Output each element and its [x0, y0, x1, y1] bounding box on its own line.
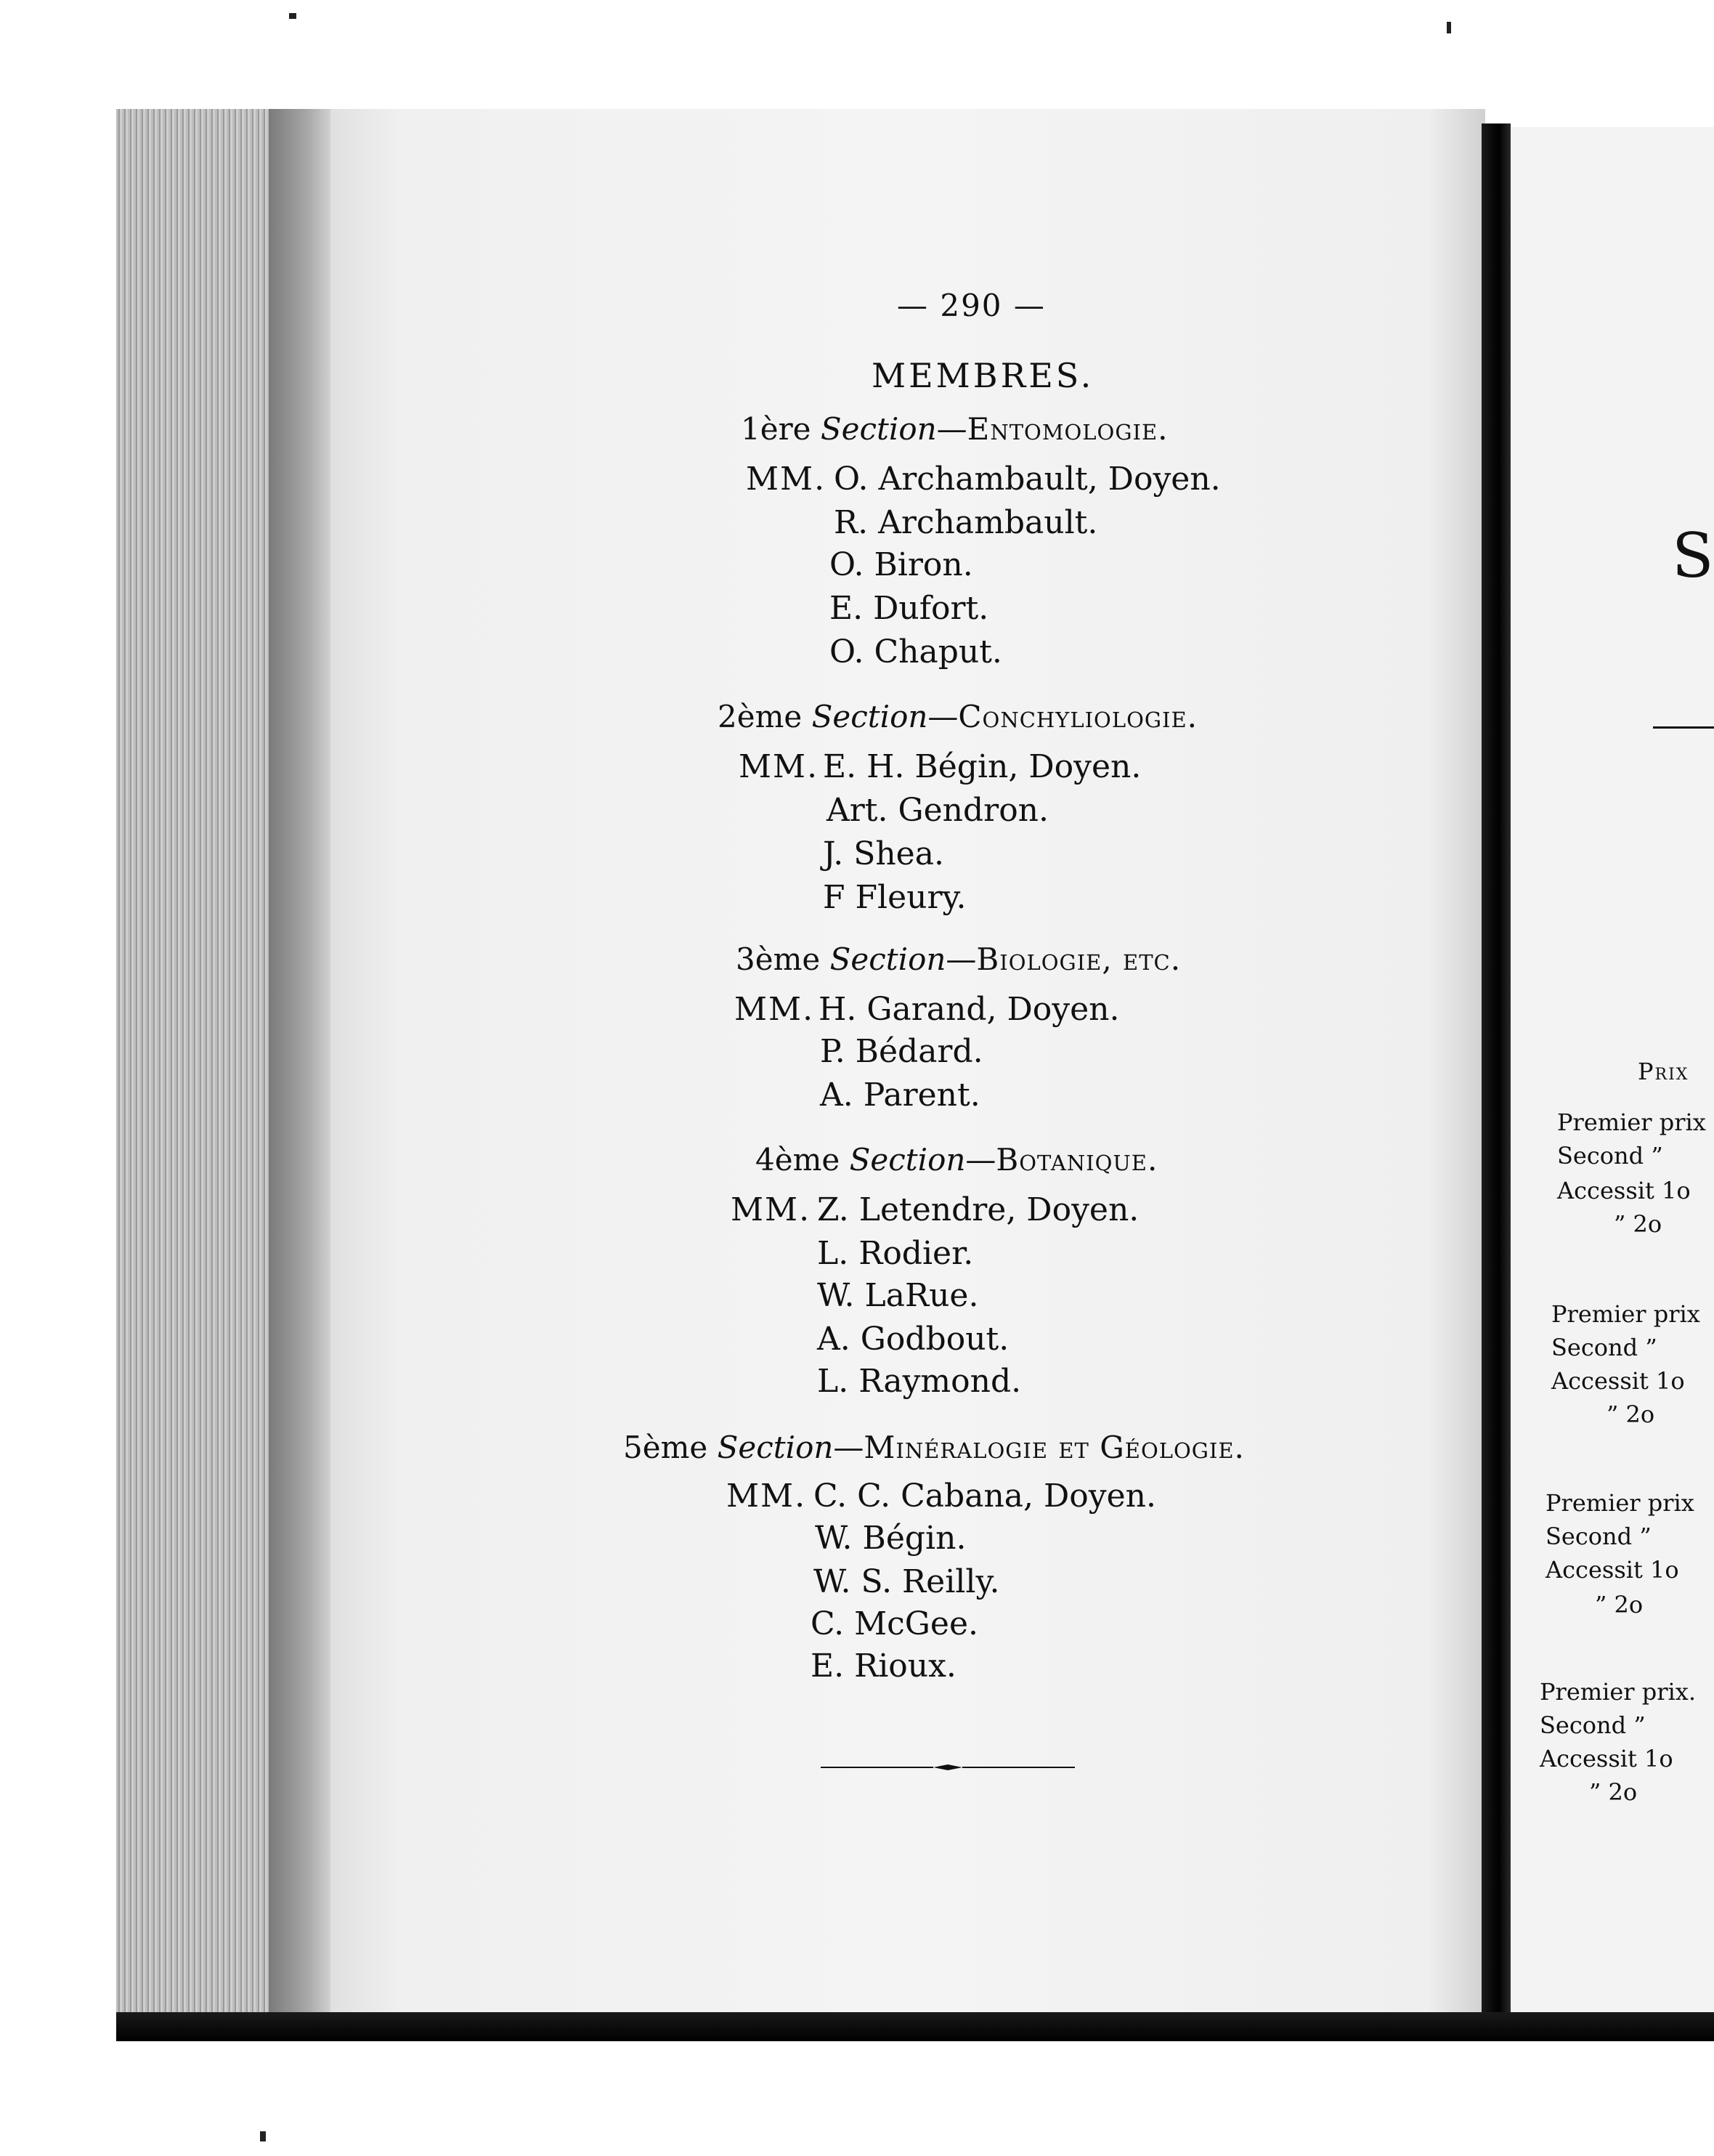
- prize-line: Premier prix: [1551, 1300, 1700, 1328]
- prize-line: Accessit 1o: [1551, 1367, 1685, 1395]
- member-name: R. Archambault.: [834, 504, 1098, 541]
- member-name: C. McGee.: [811, 1605, 978, 1642]
- page-title: MEMBRES.: [872, 356, 1094, 395]
- member-name: Art. Gendron.: [826, 792, 1049, 829]
- end-ornament: [821, 1764, 1075, 1771]
- prize-line: Accessit 1o: [1546, 1556, 1679, 1584]
- section-ordinal: 2ème: [718, 699, 803, 734]
- member-name: L. Raymond.: [817, 1363, 1022, 1400]
- section-word: Section: [849, 1142, 966, 1178]
- member-name: J. Shea.: [823, 835, 944, 872]
- right-page-rule: [1653, 726, 1714, 729]
- right-page-prix-label: Prix: [1638, 1058, 1689, 1085]
- page-number: — 290 —: [897, 288, 1046, 323]
- prize-line: ” 2o: [1614, 1210, 1662, 1238]
- members-prefix: MM.: [726, 1478, 807, 1515]
- section-4-heading: [755, 1142, 1158, 1178]
- prize-line: Premier prix: [1557, 1109, 1706, 1136]
- member-name: E. Dufort.: [829, 590, 989, 627]
- speck: [289, 13, 296, 19]
- section-subject: Entomologie.: [967, 411, 1169, 447]
- gutter-shadow: [269, 109, 334, 2027]
- prize-line: ” 2o: [1607, 1401, 1655, 1428]
- speck: [1447, 22, 1451, 33]
- member-name: W. Bégin.: [815, 1520, 967, 1557]
- speck: [260, 2131, 266, 2141]
- prize-line: Second ”: [1540, 1711, 1646, 1739]
- prize-line: ” 2o: [1589, 1778, 1638, 1806]
- bottom-dark-band: [116, 2012, 1714, 2041]
- prize-line: Second ”: [1546, 1523, 1652, 1550]
- section-subject: Minéralogie et Géologie.: [864, 1430, 1245, 1465]
- member-name: E. H. Bégin, Doyen.: [823, 748, 1142, 785]
- section-ordinal: 1ère: [741, 411, 811, 447]
- member-name: H. Garand, Doyen.: [819, 991, 1120, 1028]
- prize-line: Second ”: [1557, 1142, 1663, 1170]
- section-subject: Botanique.: [996, 1142, 1158, 1178]
- section-dash: —: [965, 1142, 996, 1178]
- member-name: A. Parent.: [820, 1077, 980, 1114]
- section-5-heading: [623, 1430, 1245, 1465]
- member-name: Z. Letendre, Doyen.: [817, 1191, 1140, 1228]
- section-word: Section: [820, 411, 937, 447]
- section-ordinal: 5ème: [623, 1430, 708, 1465]
- section-3-heading: [736, 941, 1181, 977]
- prize-line: Accessit 1o: [1557, 1177, 1691, 1204]
- member-name: O. Biron.: [829, 546, 973, 583]
- section-2-heading: [718, 699, 1198, 734]
- section-1-heading: [741, 411, 1168, 447]
- member-name: P. Bédard.: [820, 1033, 983, 1070]
- section-word: Section: [829, 941, 946, 977]
- section-dash: —: [833, 1430, 864, 1465]
- section-dash: —: [927, 699, 959, 734]
- prize-line: Accessit 1o: [1540, 1745, 1673, 1772]
- member-name: C. C. Cabana, Doyen.: [813, 1478, 1156, 1515]
- right-page-heading-fragment: S: [1672, 520, 1714, 591]
- section-dash: —: [936, 411, 967, 447]
- section-dash: —: [946, 941, 977, 977]
- members-prefix: MM.: [739, 748, 819, 785]
- member-name: E. Rioux.: [811, 1648, 956, 1685]
- members-prefix: MM.: [734, 991, 815, 1028]
- section-subject: Conchyliologie.: [958, 699, 1198, 734]
- section-ordinal: 4ème: [755, 1142, 840, 1178]
- member-name: L. Rodier.: [817, 1235, 974, 1272]
- prize-line: Premier prix.: [1540, 1678, 1696, 1706]
- member-name: O. Archambault, Doyen.: [834, 461, 1221, 498]
- section-word: Section: [811, 699, 928, 734]
- section-word: Section: [717, 1430, 834, 1465]
- member-name: W. S. Reilly.: [813, 1563, 1000, 1600]
- member-name: F Fleury.: [823, 879, 967, 916]
- member-name: W. LaRue.: [817, 1277, 979, 1314]
- member-name: A. Godbout.: [817, 1321, 1010, 1358]
- section-subject: Biologie, etc.: [976, 941, 1182, 977]
- section-ordinal: 3ème: [736, 941, 821, 977]
- members-prefix: MM.: [746, 461, 826, 498]
- book-spine: [1482, 123, 1511, 2027]
- prize-line: ” 2o: [1595, 1591, 1644, 1618]
- member-name: O. Chaput.: [829, 633, 1002, 670]
- members-prefix: MM.: [731, 1191, 811, 1228]
- prize-line: Second ”: [1551, 1334, 1657, 1361]
- prize-line: Premier prix: [1546, 1489, 1694, 1517]
